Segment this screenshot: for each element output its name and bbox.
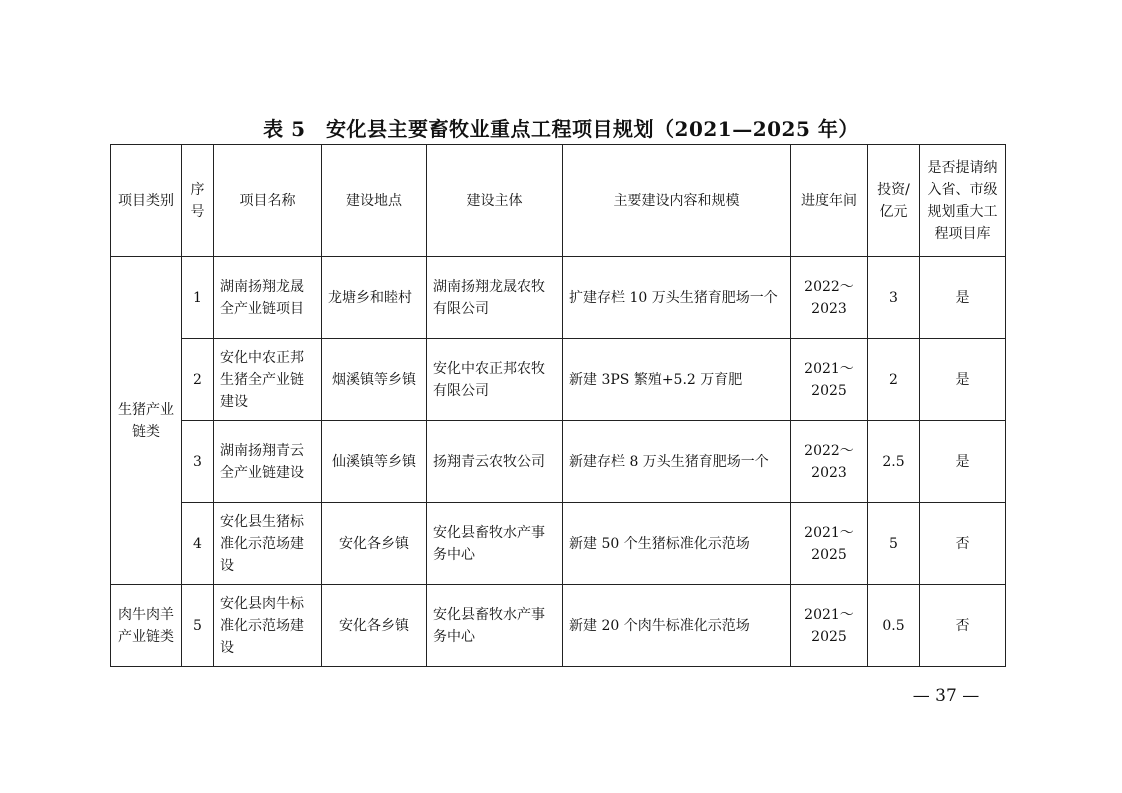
- header-content: 主要建设内容和规模: [563, 145, 791, 257]
- table-row: [111, 257, 1006, 339]
- location-cell: 安化各乡镇: [322, 585, 427, 667]
- header-category: 项目类别: [111, 145, 182, 257]
- included-cell: 是: [920, 421, 1006, 503]
- investment-cell: 0.5: [868, 585, 920, 667]
- name-cell: 湖南扬翔青云全产业链建设: [214, 421, 322, 503]
- investment-cell: 2.5: [868, 421, 920, 503]
- seq-cell: 1: [182, 257, 214, 339]
- header-location: 建设地点: [322, 145, 427, 257]
- page-number: — 37 —: [912, 686, 980, 706]
- entity-cell: 安化县畜牧水产事务中心: [427, 585, 563, 667]
- included-cell: 否: [920, 503, 1006, 585]
- entity-cell: 扬翔青云农牧公司: [427, 421, 563, 503]
- period-cell: 2021～2025: [791, 503, 868, 585]
- header-row: [111, 145, 1006, 257]
- period-cell: 2022～2023: [791, 257, 868, 339]
- seq-cell: 5: [182, 585, 214, 667]
- location-cell: 仙溪镇等乡镇: [322, 421, 427, 503]
- name-cell: 安化中农正邦生猪全产业链建设: [214, 339, 322, 421]
- table-row: [111, 503, 1006, 585]
- investment-cell: 3: [868, 257, 920, 339]
- content-cell: 扩建存栏 10 万头生猪育肥场一个: [563, 257, 791, 339]
- seq-cell: 2: [182, 339, 214, 421]
- included-cell: 是: [920, 257, 1006, 339]
- entity-cell: 安化县畜牧水产事务中心: [427, 503, 563, 585]
- content-cell: 新建 20 个肉牛标准化示范场: [563, 585, 791, 667]
- table-row: [111, 339, 1006, 421]
- content-cell: 新建 3PS 繁殖+5.2 万育肥: [563, 339, 791, 421]
- category-cell: 生猪产业链类: [111, 257, 182, 585]
- location-cell: 龙塘乡和睦村: [322, 257, 427, 339]
- header-seq: 序号: [182, 145, 214, 257]
- header-period: 进度年间: [791, 145, 868, 257]
- name-cell: 湖南扬翔龙晟全产业链项目: [214, 257, 322, 339]
- content-cell: 新建 50 个生猪标准化示范场: [563, 503, 791, 585]
- included-cell: 是: [920, 339, 1006, 421]
- header-included: 是否提请纳入省、市级规划重大工程项目库: [920, 145, 1006, 257]
- name-cell: 安化县肉牛标准化示范场建设: [214, 585, 322, 667]
- header-entity: 建设主体: [427, 145, 563, 257]
- content-cell: 新建存栏 8 万头生猪育肥场一个: [563, 421, 791, 503]
- included-cell: 否: [920, 585, 1006, 667]
- location-cell: 烟溪镇等乡镇: [322, 339, 427, 421]
- table-row: [111, 585, 1006, 667]
- period-cell: 2021～2025: [791, 585, 868, 667]
- location-cell: 安化各乡镇: [322, 503, 427, 585]
- table-row: [111, 421, 1006, 503]
- table-title: 表 5 安化县主要畜牧业重点工程项目规划（2021—2025 年）: [263, 117, 859, 141]
- investment-cell: 5: [868, 503, 920, 585]
- entity-cell: 安化中农正邦农牧有限公司: [427, 339, 563, 421]
- period-cell: 2021～2025: [791, 339, 868, 421]
- header-investment: 投资/亿元: [868, 145, 920, 257]
- seq-cell: 3: [182, 421, 214, 503]
- investment-cell: 2: [868, 339, 920, 421]
- seq-cell: 4: [182, 503, 214, 585]
- name-cell: 安化县生猪标准化示范场建设: [214, 503, 322, 585]
- project-plan-table: [110, 144, 1006, 667]
- category-cell: 肉牛肉羊产业链类: [111, 585, 182, 667]
- period-cell: 2022～2023: [791, 421, 868, 503]
- header-name: 项目名称: [214, 145, 322, 257]
- entity-cell: 湖南扬翔龙晟农牧有限公司: [427, 257, 563, 339]
